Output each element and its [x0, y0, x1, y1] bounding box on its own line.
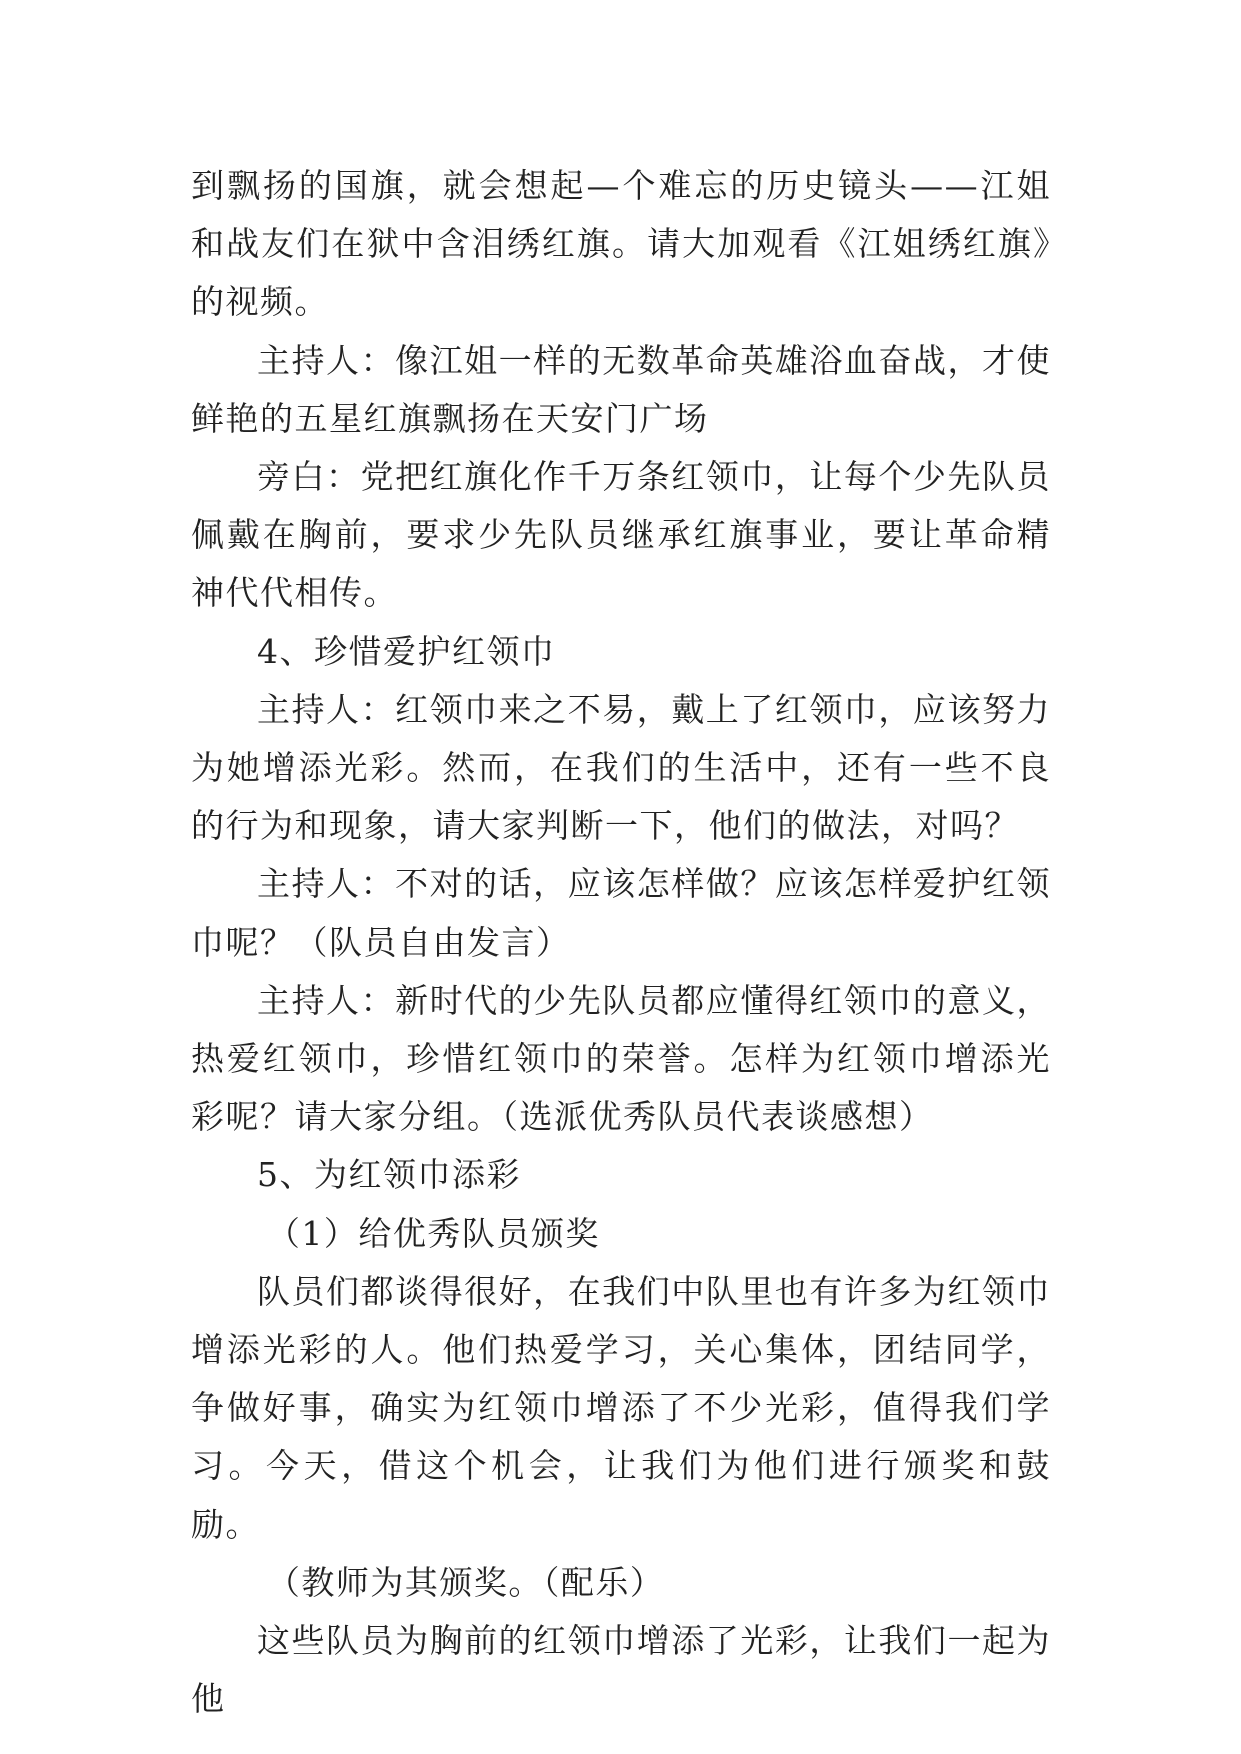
paragraph-host-heroes: 主持人：像江姐一样的无数革命英雄浴血奋战，才使鲜艳的五星红旗飘扬在天安门广场	[191, 340, 1051, 438]
section-heading-5: 5、为红领巾添彩	[257, 1155, 521, 1195]
paragraph-host-cherish: 主持人：红领巾来之不易，戴上了红领巾，应该努力为她增添光彩。然而，在我们的生活中，还有一些不良的行为和现象，请大家判断一下，他们的做法，对吗？	[191, 689, 1051, 846]
subsection-heading-1: （1）给优秀队员颁奖	[266, 1213, 600, 1253]
paragraph-teacher-award: （教师为其颁奖。（配乐）	[266, 1562, 665, 1602]
paragraph-award-intro: 队员们都谈得很好，在我们中队里也有许多为红领巾增添光彩的人。他们热爱学习，关心集体，团结同学，争做好事，确实为红领巾增添了不少光彩，值得我们学习。今天，借这个机会，让我们为他们进行颁奖和鼓励。	[191, 1271, 1051, 1544]
paragraph-closing: 这些队员为胸前的红领巾增添了光彩，让我们一起为他	[191, 1621, 1051, 1719]
paragraph-host-how: 主持人：不对的话，应该怎样做？应该怎样爱护红领巾呢？（队员自由发言）	[191, 864, 1051, 962]
paragraph-narration: 旁白：党把红旗化作千万条红领巾，让每个少先队员佩戴在胸前，要求少先队员继承红旗事业，要让革命精神代代相传。	[191, 457, 1051, 613]
paragraph-host-meaning: 主持人：新时代的少先队员都应懂得红领巾的意义，热爱红领巾，珍惜红领巾的荣誉。怎样为红领巾增添光彩呢？请大家分组。（选派优秀队员代表谈感想）	[191, 980, 1051, 1137]
document-page	[191, 157, 1051, 1728]
paragraph-flag-story: 到飘扬的国旗，就会想起—个难忘的历史镜头——江姐和战友们在狱中含泪绣红旗。请大加观看《江姐绣红旗》的视频。	[191, 166, 1051, 322]
section-heading-4: 4、珍惜爱护红领巾	[257, 631, 556, 671]
